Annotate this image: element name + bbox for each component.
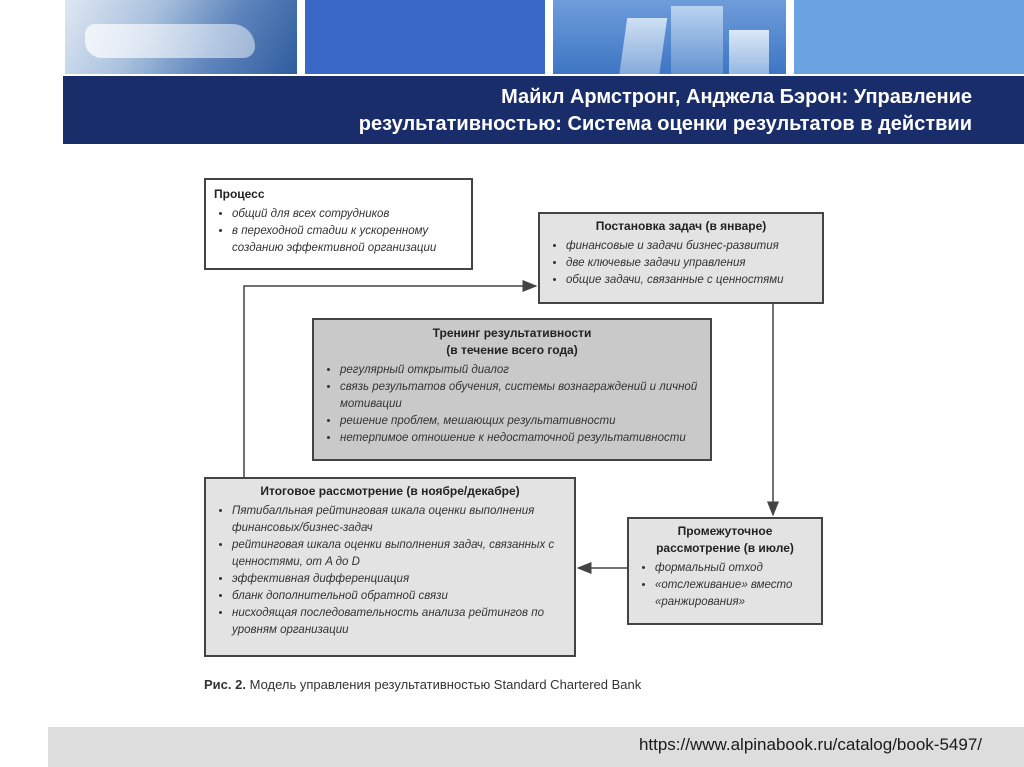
- source-url[interactable]: https://www.alpinabook.ru/catalog/book-5497/: [638, 735, 982, 754]
- list-item: • формальный отход: [655, 560, 813, 577]
- list-item: • рейтинговая шкала оценки выполнения задач, связанных с ценностями, от A до D: [232, 537, 566, 571]
- box-interim-title-2: рассмотрение (в июле): [656, 541, 794, 555]
- box-process-title: Процесс: [214, 187, 265, 201]
- page-title-line-2: результативностью: Система оценки результатов в действии: [358, 113, 972, 135]
- box-interim-review: [627, 517, 823, 625]
- list-item: • эффективная дифференциация: [232, 571, 566, 588]
- list-item: • общие задачи, связанные с ценностями: [566, 272, 814, 289]
- box-goals-title: Постановка задач (в январе): [595, 219, 767, 233]
- caption-label: Рис. 2.: [204, 677, 246, 692]
- footer-bar: [48, 727, 1024, 767]
- box-final-review-title: Итоговое рассмотрение (в ноябре/декабре): [260, 484, 520, 498]
- caption-text: Модель управления результативностью Standard Chartered Bank: [249, 677, 642, 692]
- figure-caption: [204, 677, 641, 692]
- box-process: [204, 178, 473, 270]
- box-goals: [538, 212, 824, 304]
- box-interim-title-1: Промежуточное: [677, 524, 773, 538]
- box-training-title-1: Тренинг результативности: [432, 326, 592, 340]
- box-final-review: [204, 477, 576, 657]
- list-item: • общий для всех сотрудников: [232, 206, 463, 223]
- list-item: • регулярный открытый диалог: [340, 362, 702, 379]
- list-item: • две ключевые задачи управления: [566, 255, 814, 272]
- list-item: • Пятибалльная рейтинговая шкала оценки выполнения финансовых/бизнес-задач: [232, 503, 566, 537]
- list-item: • решение проблем, мешающих результативности: [340, 413, 702, 430]
- box-training: [312, 318, 712, 461]
- list-item: • в переходной стадии к ускоренному созданию эффективной организации: [232, 223, 463, 257]
- list-item: • финансовые и задачи бизнес-развития: [566, 238, 814, 255]
- list-item: • связь результатов обучения, системы вознаграждений и личной мотивации: [340, 379, 702, 413]
- list-item: • нетерпимое отношение к недостаточной результативности: [340, 430, 702, 447]
- list-item: • «отслеживание» вместо «ранжирования»: [655, 577, 813, 611]
- page-title-line-1: Майкл Армстронг, Анджела Бэрон: Управление: [501, 86, 972, 108]
- list-item: • бланк дополнительной обратной связи: [232, 588, 566, 605]
- box-training-title-2: (в течение всего года): [446, 343, 578, 357]
- list-item: • нисходящая последовательность анализа рейтингов по уровням организации: [232, 605, 566, 639]
